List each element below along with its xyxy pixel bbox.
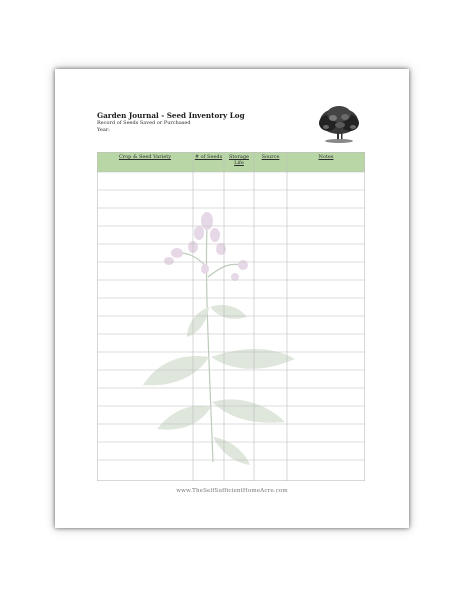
bush-illustration-icon — [315, 104, 363, 144]
footer-website: www.TheSelfSufficientHomeAcre.com — [176, 488, 288, 494]
col-header-seed-count: # of Seeds — [194, 154, 223, 160]
col-header-notes: Notes — [318, 154, 334, 160]
col-header-crop-variety: Crop & Seed Variety — [118, 154, 172, 160]
col-header-source: Source — [261, 154, 280, 160]
col-header-storage-life: Storage Life — [229, 154, 249, 166]
journal-page — [55, 69, 409, 528]
page-subtitle: Record of Seeds Saved or Purchased — [97, 120, 191, 126]
page-title: Garden Journal - Seed Inventory Log — [97, 111, 245, 120]
seed-inventory-table — [97, 152, 365, 481]
year-label: Year: — [97, 127, 110, 133]
